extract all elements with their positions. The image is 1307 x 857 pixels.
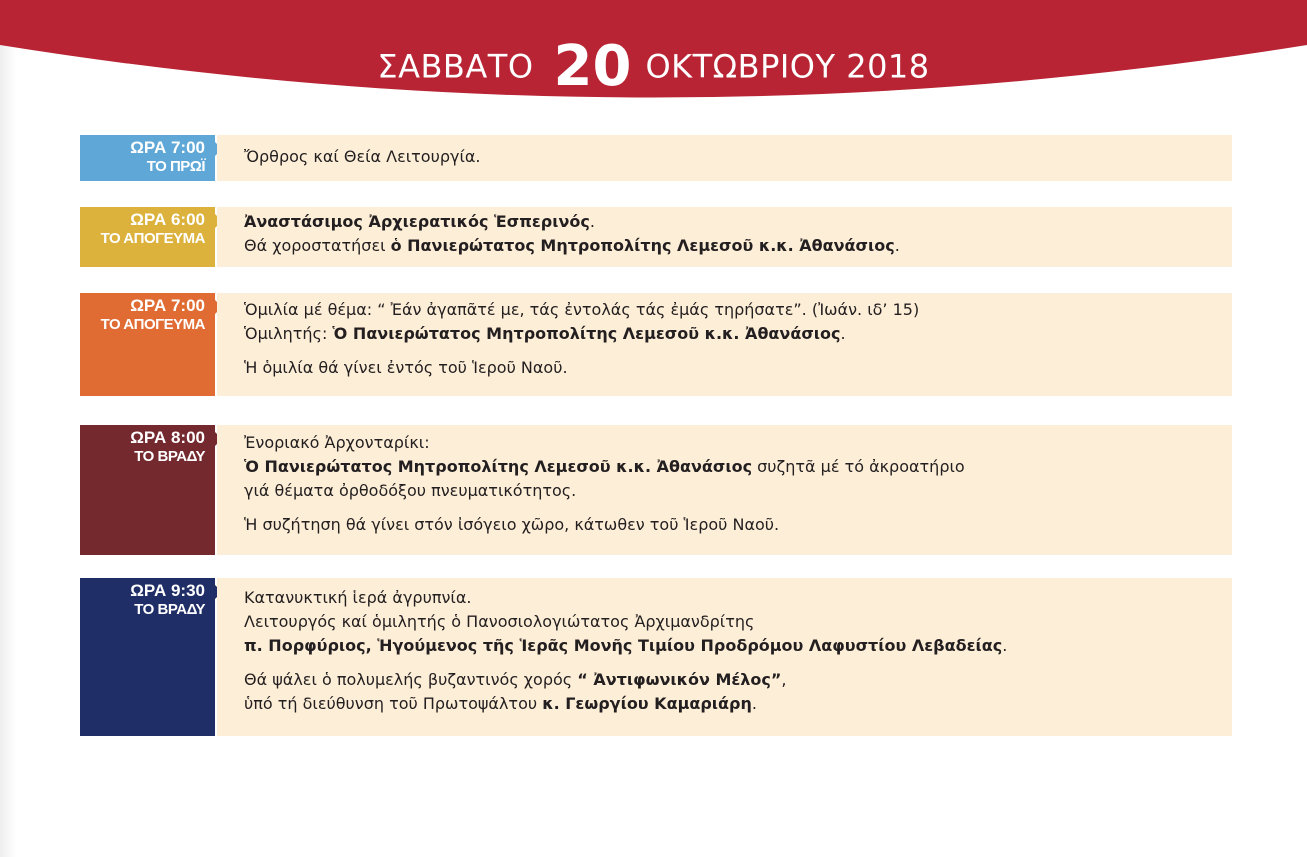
event-line: Ὁμιλία μέ θέμα: “ Ἐάν ἀγαπᾶτέ με, τάς ἐντολάς τάς ἐμάς τηρήσατε”. (Ἰωάν. ιδ’ 15)	[244, 300, 920, 319]
event-time: ΩΡΑ 9:30	[130, 581, 205, 600]
time-label-box	[80, 293, 215, 396]
event-time: ΩΡΑ 7:00	[130, 138, 205, 157]
punctuation: ,	[781, 670, 787, 689]
punctuation: .	[1002, 636, 1008, 655]
event-line: Ἐνοριακό Ἀρχονταρίκι:	[244, 433, 430, 452]
event-time: ΩΡΑ 7:00	[130, 296, 205, 315]
event-line: Ἡ ὁμιλία θά γίνει ἐντός τοῦ Ἱεροῦ Ναοῦ.	[244, 358, 568, 377]
choir-name: “ Ἀντιφωνικόν Μέλος”	[577, 670, 782, 689]
event-line: Ὄρθρος καί Θεία Λειτουργία.	[244, 147, 481, 166]
event-period: ΤΟ ΠΡΩΪ	[146, 158, 205, 175]
punctuation: .	[894, 236, 900, 255]
event-line: Ἡ συζήτηση θά γίνει στόν ἰσόγειο χῶρο, κάτωθεν τοῦ Ἱεροῦ Ναοῦ.	[244, 515, 780, 534]
event-line: Λειτουργός καί ὁμιλητής ὁ Πανοσιολογιώτατος Ἀρχιμανδρίτης	[244, 612, 755, 631]
event-line: γιά θέματα ὀρθοδόξου πνευματικότητος.	[244, 481, 577, 500]
page-edge-shade	[0, 0, 16, 857]
event-time: ΩΡΑ 8:00	[130, 428, 205, 447]
event-period: ΤΟ ΒΡΑΔΥ	[134, 601, 205, 618]
title-month-year: ΟΚΤΩΒΡΙΟΥ 2018	[645, 47, 930, 86]
event-line: ὑπό τή διεύθυνση τοῦ Πρωτοψάλτου	[244, 694, 543, 713]
event-row-morning	[80, 135, 1232, 181]
event-line: συζητᾶ μέ τό ἀκροατήριο	[752, 457, 965, 476]
punctuation: .	[751, 694, 757, 713]
time-label-box	[80, 207, 215, 267]
punctuation: .	[589, 212, 595, 231]
speaker-name: Ὁ Πανιερώτατος Μητροπολίτης Λεμεσοῦ κ.κ. Ἀθανάσιος	[332, 324, 841, 343]
event-title: Ἀναστάσιμος Ἀρχιερατικός Ἑσπερινός	[244, 212, 590, 231]
event-row-sermon	[80, 293, 1232, 396]
event-row-discussion	[80, 425, 1232, 555]
event-period: ΤΟ ΑΠΟΓΕΥΜΑ	[100, 230, 205, 247]
cantor-name: κ. Γεωργίου Καμαριάρη	[542, 694, 752, 713]
event-row-vigil	[80, 578, 1232, 736]
time-label-box	[80, 425, 215, 555]
page-title	[0, 34, 1307, 99]
event-period: ΤΟ ΑΠΟΓΕΥΜΑ	[100, 316, 205, 333]
event-description	[217, 207, 1232, 267]
event-line: Θά χοροστατήσει	[244, 236, 391, 255]
event-line: Κατανυκτική ἱερά ἀγρυπνία.	[244, 588, 472, 607]
event-description	[217, 135, 1232, 181]
celebrant-name: π. Πορφύριος, Ἡγούμενος τῆς Ἱερᾶς Μονῆς Τιμίου Προδρόμου Λαφυστίου Λεβαδείας	[244, 636, 1003, 655]
time-label-box	[80, 135, 215, 181]
event-line: Θά ψάλει ὁ πολυμελής βυζαντινός χορός	[244, 670, 578, 689]
title-date-number: 20	[553, 34, 632, 99]
event-period: ΤΟ ΒΡΑΔΥ	[134, 448, 205, 465]
event-time: ΩΡΑ 6:00	[130, 210, 205, 229]
time-label-box	[80, 578, 215, 736]
event-description	[217, 293, 1232, 396]
speaker-name: Ὁ Πανιερώτατος Μητροπολίτης Λεμεσοῦ κ.κ. Ἀθανάσιος	[244, 457, 753, 476]
event-description	[217, 578, 1232, 736]
title-day: ΣΑΒΒΑΤΟ	[377, 47, 534, 86]
punctuation: .	[840, 324, 846, 343]
event-description	[217, 425, 1232, 555]
event-row-vespers	[80, 207, 1232, 267]
event-line: Ὁμιλητής:	[244, 324, 333, 343]
celebrant-name: ὁ Πανιερώτατος Μητροπολίτης Λεμεσοῦ κ.κ. Ἀθανάσιος	[390, 236, 895, 255]
